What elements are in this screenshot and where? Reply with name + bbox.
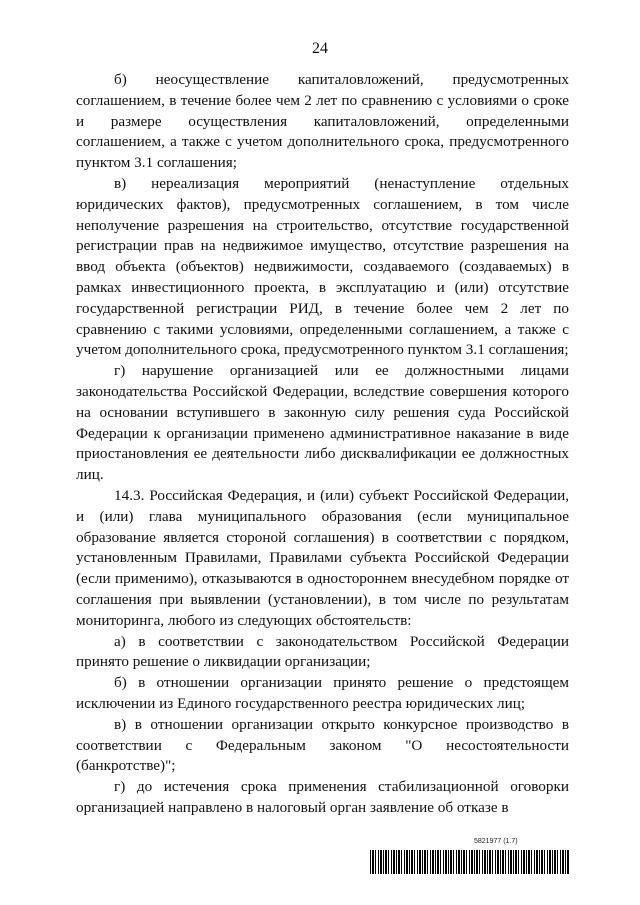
paragraph-v-measures: в) нереализация мероприятий (ненаступление отдельных юридических фактов), предусмотренных соглашением, в том числе неполучение разрешения на строительство, отсутствие государственной регистрации прав на недвижимое имущество, отсутствие разрешения на ввод объекта (объектов) недвижимости, создаваемого (создаваемых) в рамках инвестиционного проекта, в эксплуатацию и (или) отсутствие государственной регистрации РИД, в течение более чем 2 лет по сравнению с такими условиями, определенными соглашением, а также с учетом дополнительного срока, предусмотренного пунктом 3.1 соглашения; [76,174,569,359]
barcode-image [370,850,570,874]
paragraph-g-stabilization: г) до истечения срока применения стабилизационной оговорки организацией направлено в налоговый орган заявление об отказе в [76,778,569,816]
document-body [76,70,569,819]
paragraph-g-violation: г) нарушение организацией или ее должностными лицами законодательства Российской Федерации, вследствие совершения которого на основании вступившего в законную силу решения суда Российской Федерации к организации применено административное наказание в виде приостановления ее деятельности либо дисквалификации ее должностных лиц. [76,362,569,484]
paragraph-b-investment: б) неосуществление капиталовложений, предусмотренных соглашением, в течение более чем 2 лет по сравнению с условиями о сроке и размере осуществления капиталовложений, определенными соглашением, а также с учетом дополнительного срока, предусмотренного пунктом 3.1 соглашения; [76,71,569,172]
page-number: 24 [312,40,328,57]
barcode-caption: 5821977 (1.7) [474,838,518,845]
paragraph-14-3: 14.3. Российская Федерация, и (или) субъект Российской Федерации, и (или) глава муниципального образования (если муниципальное образование является стороной соглашения) в соответствии с порядком, установленным Правилами, Правилами субъекта Российской Федерации (если применимо), отказываются в одностороннем внесудебном порядке от соглашения при выявлении (установлении), в том числе по результатам мониторинга, любого из следующих обстоятельств: [76,486,569,629]
paragraph-a-liquidation: а) в соответствии с законодательством Российской Федерации принято решение о ликвидации организации; [76,632,569,671]
paragraph-b-exclusion: б) в отношении организации принято решение о предстоящем исключении из Единого государственного реестра юридических лиц; [76,674,569,712]
paragraph-v-bankruptcy: в) в отношении организации открыто конкурсное производство в соответствии с Федеральным законом "О несостоятельности (банкротстве)"; [76,715,569,775]
